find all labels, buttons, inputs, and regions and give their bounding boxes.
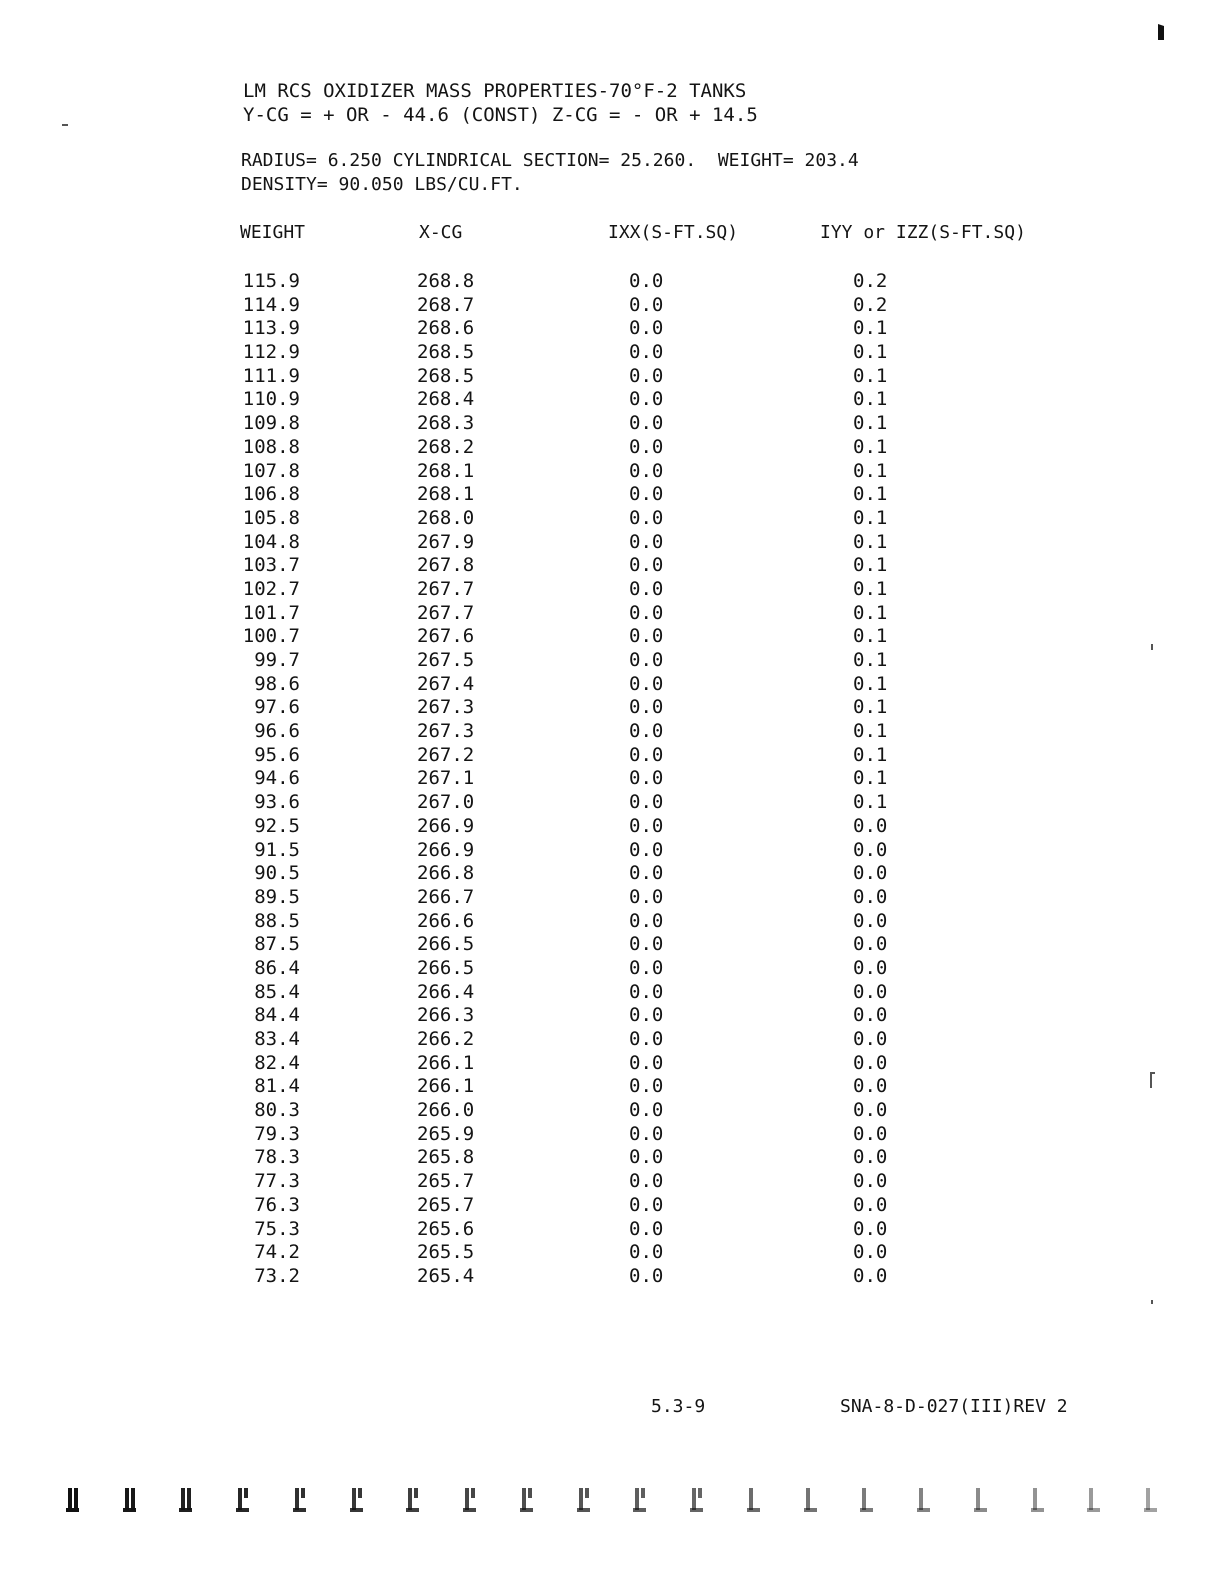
x-cg-cell: 267.7	[417, 601, 475, 624]
x-cg-cell: 268.8	[417, 270, 475, 292]
iyy-izz-cell: 0.1	[853, 720, 888, 743]
table-row	[0, 1241, 1220, 1265]
table-row	[0, 862, 1220, 886]
x-cg-cell: 265.9	[417, 1122, 475, 1145]
iyy-izz-cell: 0.1	[853, 649, 888, 671]
edge-mark	[1144, 1486, 1158, 1514]
table-row	[0, 1194, 1220, 1218]
ixx-cell: 0.0	[629, 1075, 664, 1098]
edge-mark	[577, 1486, 591, 1514]
table-row	[0, 341, 1220, 365]
table-row	[0, 673, 1220, 697]
document-subtitle: Y-CG = + OR - 44.6 (CONST) Z-CG = - OR + 14.5	[243, 104, 758, 126]
edge-mark	[860, 1486, 874, 1514]
weight-cell: 93.6	[254, 791, 300, 814]
table-row	[0, 744, 1220, 768]
x-cg-cell: 267.6	[417, 625, 475, 648]
mass-properties-table	[0, 270, 1220, 1289]
ixx-cell: 0.0	[629, 483, 664, 506]
weight-cell: 82.4	[254, 1051, 300, 1074]
ixx-cell: 0.0	[629, 649, 664, 671]
table-row	[0, 388, 1220, 412]
weight-cell: 108.8	[242, 435, 300, 458]
iyy-izz-cell: 0.0	[853, 909, 888, 932]
weight-cell: 105.8	[242, 506, 300, 529]
document-id: SNA-8-D-027(III)REV 2	[840, 1396, 1068, 1417]
weight-cell: 99.7	[254, 649, 300, 671]
table-row	[0, 412, 1220, 436]
edge-mark	[1087, 1486, 1101, 1514]
weight-cell: 111.9	[242, 364, 300, 387]
ixx-cell: 0.0	[629, 364, 664, 387]
ixx-cell: 0.0	[629, 625, 664, 648]
edge-mark	[804, 1486, 818, 1514]
edge-mark	[406, 1486, 420, 1514]
table-row	[0, 602, 1220, 626]
ixx-cell: 0.0	[629, 601, 664, 624]
ixx-cell: 0.0	[629, 270, 664, 292]
iyy-izz-cell: 0.0	[853, 1264, 888, 1287]
edge-mark	[123, 1486, 137, 1514]
ixx-cell: 0.0	[629, 577, 664, 600]
table-row	[0, 933, 1220, 957]
table-row	[0, 507, 1220, 531]
ixx-cell: 0.0	[629, 1146, 664, 1169]
scan-speck	[1151, 1300, 1153, 1304]
weight-cell: 113.9	[242, 317, 300, 340]
iyy-izz-cell: 0.1	[853, 767, 888, 790]
weight-cell: 106.8	[242, 483, 300, 506]
table-row	[0, 1146, 1220, 1170]
x-cg-cell: 266.1	[417, 1075, 475, 1098]
weight-cell: 90.5	[254, 862, 300, 885]
weight-cell: 73.2	[254, 1264, 300, 1287]
weight-cell: 101.7	[242, 601, 300, 624]
table-row	[0, 1099, 1220, 1123]
weight-cell: 95.6	[254, 743, 300, 766]
ixx-cell: 0.0	[629, 1193, 664, 1216]
ixx-cell: 0.0	[629, 956, 664, 979]
weight-cell: 86.4	[254, 956, 300, 979]
x-cg-cell: 266.6	[417, 909, 475, 932]
table-row	[0, 649, 1220, 673]
iyy-izz-cell: 0.1	[853, 435, 888, 458]
scan-speck	[1151, 644, 1153, 650]
iyy-izz-cell: 0.1	[853, 459, 888, 482]
x-cg-cell: 268.7	[417, 293, 475, 316]
table-row	[0, 1028, 1220, 1052]
iyy-izz-cell: 0.0	[853, 1028, 888, 1050]
x-cg-cell: 266.3	[417, 1004, 475, 1027]
ixx-cell: 0.0	[629, 317, 664, 340]
x-cg-cell: 265.8	[417, 1146, 475, 1169]
iyy-izz-cell: 0.1	[853, 791, 888, 814]
weight-cell: 85.4	[254, 980, 300, 1003]
weight-cell: 102.7	[242, 577, 300, 600]
weight-cell: 77.3	[254, 1170, 300, 1193]
weight-cell: 114.9	[242, 293, 300, 316]
weight-cell: 96.6	[254, 720, 300, 743]
table-row	[0, 1004, 1220, 1028]
iyy-izz-cell: 0.1	[853, 577, 888, 600]
iyy-izz-cell: 0.1	[853, 672, 888, 695]
x-cg-cell: 266.0	[417, 1099, 475, 1122]
table-row	[0, 625, 1220, 649]
x-cg-cell: 265.6	[417, 1217, 475, 1240]
ixx-cell: 0.0	[629, 341, 664, 364]
page-number: 5.3-9	[651, 1396, 706, 1417]
table-row	[0, 1052, 1220, 1076]
weight-cell: 76.3	[254, 1193, 300, 1216]
table-row	[0, 1265, 1220, 1289]
x-cg-cell: 265.5	[417, 1241, 475, 1264]
ixx-cell: 0.0	[629, 1241, 664, 1264]
x-cg-cell: 268.5	[417, 341, 475, 364]
ixx-cell: 0.0	[629, 459, 664, 482]
table-row	[0, 1218, 1220, 1242]
ixx-cell: 0.0	[629, 838, 664, 861]
iyy-izz-cell: 0.2	[853, 270, 888, 292]
ixx-cell: 0.0	[629, 933, 664, 956]
table-row	[0, 696, 1220, 720]
ixx-cell: 0.0	[629, 909, 664, 932]
x-cg-cell: 268.1	[417, 459, 475, 482]
edge-mark	[293, 1486, 307, 1514]
column-header-x-cg: X-CG	[419, 222, 463, 243]
iyy-izz-cell: 0.1	[853, 483, 888, 506]
iyy-izz-cell: 0.0	[853, 1004, 888, 1027]
table-row	[0, 294, 1220, 318]
x-cg-cell: 266.7	[417, 885, 475, 908]
edge-mark	[747, 1486, 761, 1514]
iyy-izz-cell: 0.1	[853, 364, 888, 387]
x-cg-cell: 267.2	[417, 743, 475, 766]
weight-cell: 87.5	[254, 933, 300, 956]
x-cg-cell: 265.7	[417, 1170, 475, 1193]
weight-cell: 100.7	[242, 625, 300, 648]
weight-cell: 81.4	[254, 1075, 300, 1098]
x-cg-cell: 265.4	[417, 1264, 475, 1287]
x-cg-cell: 266.8	[417, 862, 475, 885]
weight-cell: 74.2	[254, 1241, 300, 1264]
table-row	[0, 578, 1220, 602]
x-cg-cell: 267.7	[417, 577, 475, 600]
ixx-cell: 0.0	[629, 412, 664, 435]
table-row	[0, 815, 1220, 839]
iyy-izz-cell: 0.0	[853, 956, 888, 979]
table-row	[0, 981, 1220, 1005]
iyy-izz-cell: 0.0	[853, 1075, 888, 1098]
edge-mark	[66, 1486, 80, 1514]
x-cg-cell: 266.5	[417, 933, 475, 956]
ixx-cell: 0.0	[629, 435, 664, 458]
iyy-izz-cell: 0.0	[853, 1146, 888, 1169]
table-row	[0, 460, 1220, 484]
edge-mark	[633, 1486, 647, 1514]
x-cg-cell: 266.5	[417, 956, 475, 979]
ixx-cell: 0.0	[629, 1099, 664, 1122]
scan-corner-mark	[1156, 22, 1166, 42]
scan-speck	[1150, 1072, 1155, 1074]
table-row	[0, 317, 1220, 341]
iyy-izz-cell: 0.1	[853, 317, 888, 340]
parameters-line: RADIUS= 6.250 CYLINDRICAL SECTION= 25.260. WEIGHT= 203.4	[241, 150, 859, 171]
ixx-cell: 0.0	[629, 1264, 664, 1287]
table-row	[0, 720, 1220, 744]
iyy-izz-cell: 0.1	[853, 341, 888, 364]
weight-cell: 109.8	[242, 412, 300, 435]
table-row	[0, 436, 1220, 460]
weight-cell: 110.9	[242, 388, 300, 411]
iyy-izz-cell: 0.0	[853, 1170, 888, 1193]
x-cg-cell: 267.5	[417, 649, 475, 671]
iyy-izz-cell: 0.0	[853, 814, 888, 837]
ixx-cell: 0.0	[629, 1051, 664, 1074]
table-row	[0, 1075, 1220, 1099]
ixx-cell: 0.0	[629, 720, 664, 743]
iyy-izz-cell: 0.1	[853, 625, 888, 648]
edge-mark	[236, 1486, 250, 1514]
iyy-izz-cell: 0.0	[853, 1122, 888, 1145]
weight-cell: 92.5	[254, 814, 300, 837]
x-cg-cell: 268.4	[417, 388, 475, 411]
weight-cell: 98.6	[254, 672, 300, 695]
x-cg-cell: 266.9	[417, 814, 475, 837]
ixx-cell: 0.0	[629, 672, 664, 695]
document-title: LM RCS OXIDIZER MASS PROPERTIES-70°F-2 TANKS	[243, 80, 747, 102]
weight-cell: 103.7	[242, 554, 300, 577]
weight-cell: 80.3	[254, 1099, 300, 1122]
x-cg-cell: 267.8	[417, 554, 475, 577]
x-cg-cell: 267.1	[417, 767, 475, 790]
x-cg-cell: 268.3	[417, 412, 475, 435]
weight-cell: 94.6	[254, 767, 300, 790]
weight-cell: 112.9	[242, 341, 300, 364]
table-row	[0, 483, 1220, 507]
x-cg-cell: 267.0	[417, 791, 475, 814]
table-row	[0, 1170, 1220, 1194]
ixx-cell: 0.0	[629, 1004, 664, 1027]
density-line: DENSITY= 90.050 LBS/CU.FT.	[241, 174, 523, 195]
weight-cell: 78.3	[254, 1146, 300, 1169]
x-cg-cell: 266.2	[417, 1028, 475, 1050]
table-row	[0, 957, 1220, 981]
x-cg-cell: 268.1	[417, 483, 475, 506]
ixx-cell: 0.0	[629, 696, 664, 719]
ixx-cell: 0.0	[629, 506, 664, 529]
weight-cell: 89.5	[254, 885, 300, 908]
weight-cell: 97.6	[254, 696, 300, 719]
iyy-izz-cell: 0.0	[853, 933, 888, 956]
ixx-cell: 0.0	[629, 1170, 664, 1193]
table-row	[0, 270, 1220, 294]
ixx-cell: 0.0	[629, 885, 664, 908]
edge-mark	[463, 1486, 477, 1514]
iyy-izz-cell: 0.1	[853, 530, 888, 553]
edge-mark	[179, 1486, 193, 1514]
ixx-cell: 0.0	[629, 1122, 664, 1145]
iyy-izz-cell: 0.0	[853, 885, 888, 908]
iyy-izz-cell: 0.0	[853, 1217, 888, 1240]
iyy-izz-cell: 0.1	[853, 412, 888, 435]
iyy-izz-cell: 0.1	[853, 554, 888, 577]
weight-cell: 115.9	[242, 270, 300, 292]
edge-mark	[1031, 1486, 1045, 1514]
iyy-izz-cell: 0.0	[853, 1193, 888, 1216]
x-cg-cell: 266.9	[417, 838, 475, 861]
x-cg-cell: 265.7	[417, 1193, 475, 1216]
weight-cell: 84.4	[254, 1004, 300, 1027]
ixx-cell: 0.0	[629, 530, 664, 553]
x-cg-cell: 267.3	[417, 720, 475, 743]
weight-cell: 107.8	[242, 459, 300, 482]
iyy-izz-cell: 0.1	[853, 696, 888, 719]
edge-mark	[974, 1486, 988, 1514]
ixx-cell: 0.0	[629, 980, 664, 1003]
iyy-izz-cell: 0.0	[853, 1099, 888, 1122]
ixx-cell: 0.0	[629, 791, 664, 814]
x-cg-cell: 268.2	[417, 435, 475, 458]
weight-cell: 75.3	[254, 1217, 300, 1240]
table-row	[0, 839, 1220, 863]
edge-mark	[520, 1486, 534, 1514]
ixx-cell: 0.0	[629, 743, 664, 766]
iyy-izz-cell: 0.1	[853, 506, 888, 529]
iyy-izz-cell: 0.0	[853, 980, 888, 1003]
x-cg-cell: 268.0	[417, 506, 475, 529]
table-row	[0, 531, 1220, 555]
x-cg-cell: 266.4	[417, 980, 475, 1003]
binding-edge-marks	[66, 1486, 1166, 1522]
iyy-izz-cell: 0.0	[853, 862, 888, 885]
table-row	[0, 886, 1220, 910]
column-header-ixx: IXX(S-FT.SQ)	[608, 222, 739, 243]
table-row	[0, 365, 1220, 389]
iyy-izz-cell: 0.0	[853, 1241, 888, 1264]
iyy-izz-cell: 0.0	[853, 1051, 888, 1074]
scan-bracket-mark	[1150, 1072, 1152, 1088]
scan-speck	[62, 124, 68, 126]
ixx-cell: 0.0	[629, 814, 664, 837]
ixx-cell: 0.0	[629, 1028, 664, 1050]
weight-cell: 88.5	[254, 909, 300, 932]
iyy-izz-cell: 0.0	[853, 838, 888, 861]
weight-cell: 79.3	[254, 1122, 300, 1145]
iyy-izz-cell: 0.1	[853, 601, 888, 624]
x-cg-cell: 267.9	[417, 530, 475, 553]
table-row	[0, 910, 1220, 934]
weight-cell: 104.8	[242, 530, 300, 553]
table-row	[0, 554, 1220, 578]
ixx-cell: 0.0	[629, 388, 664, 411]
edge-mark	[917, 1486, 931, 1514]
table-row	[0, 767, 1220, 791]
iyy-izz-cell: 0.1	[853, 388, 888, 411]
x-cg-cell: 267.4	[417, 672, 475, 695]
table-row	[0, 791, 1220, 815]
ixx-cell: 0.0	[629, 554, 664, 577]
ixx-cell: 0.0	[629, 862, 664, 885]
column-header-iyy-izz: IYY or IZZ(S-FT.SQ)	[820, 222, 1026, 243]
iyy-izz-cell: 0.1	[853, 743, 888, 766]
ixx-cell: 0.0	[629, 1217, 664, 1240]
table-row	[0, 1123, 1220, 1147]
x-cg-cell: 268.6	[417, 317, 475, 340]
x-cg-cell: 268.5	[417, 364, 475, 387]
iyy-izz-cell: 0.2	[853, 293, 888, 316]
weight-cell: 83.4	[254, 1028, 300, 1050]
x-cg-cell: 267.3	[417, 696, 475, 719]
x-cg-cell: 266.1	[417, 1051, 475, 1074]
edge-mark	[350, 1486, 364, 1514]
ixx-cell: 0.0	[629, 767, 664, 790]
edge-mark	[690, 1486, 704, 1514]
ixx-cell: 0.0	[629, 293, 664, 316]
column-header-weight: WEIGHT	[240, 222, 306, 243]
weight-cell: 91.5	[254, 838, 300, 861]
